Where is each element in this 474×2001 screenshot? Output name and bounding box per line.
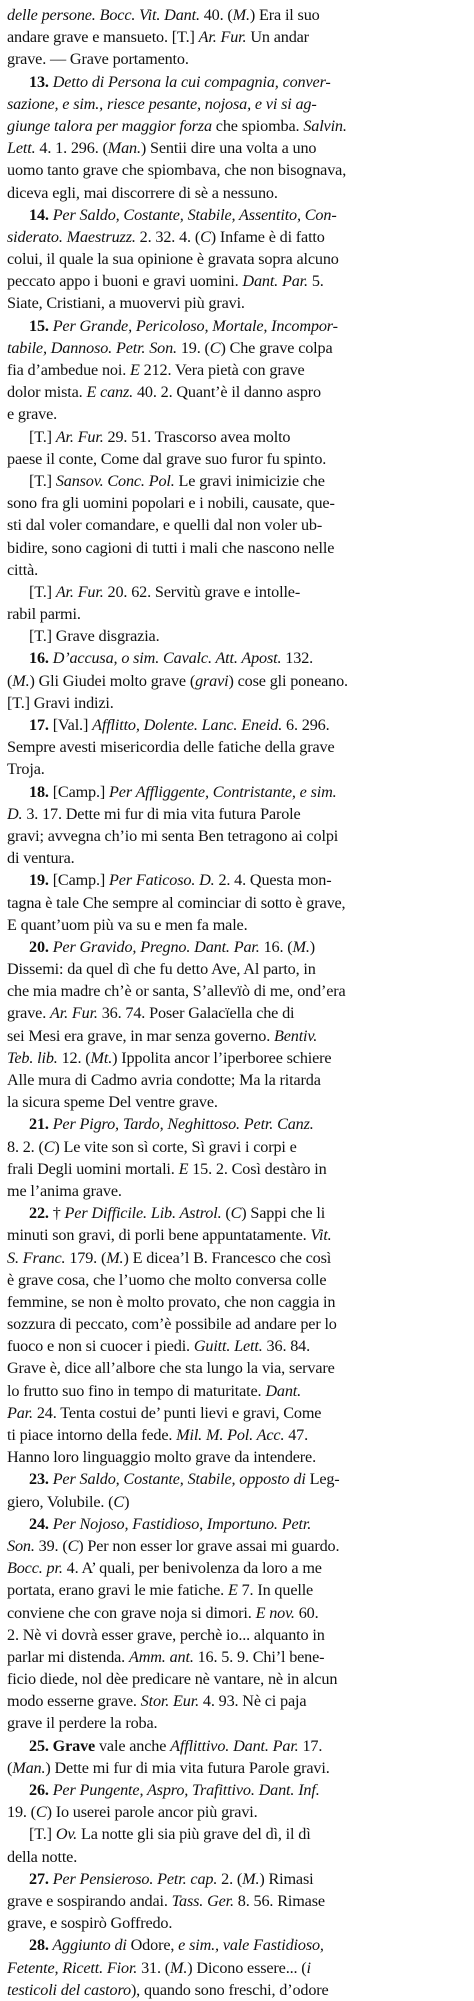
text-segment: M.: [106, 1248, 124, 1267]
text-line: [7, 1357, 468, 1379]
text-segment: E canz.: [86, 383, 134, 402]
text-segment: ): [124, 1492, 130, 1511]
text-line: [7, 1579, 468, 1601]
text-segment: Ar. Fur.: [55, 582, 104, 601]
sense-number: 20.: [29, 937, 49, 956]
text-segment: Leg-: [305, 1470, 340, 1489]
text-segment: (: [221, 1204, 231, 1223]
text-segment: 6. 296.: [282, 716, 330, 734]
text-segment: [T.]: [29, 1825, 56, 1844]
text-segment: C: [43, 1137, 55, 1156]
sense-number: 17.: [29, 716, 49, 734]
text-segment: Guitt. Lett.: [193, 1337, 263, 1356]
text-segment: i: [306, 1958, 311, 1977]
text-segment: ) Sappi che li: [241, 1204, 326, 1223]
text-line: [7, 1624, 468, 1646]
text-segment: 2. 32. 4. (: [135, 227, 201, 246]
text-segment: [Val.]: [48, 716, 93, 734]
text-line: [7, 1646, 468, 1668]
text-line: [7, 758, 468, 780]
text-line: [7, 359, 468, 381]
sense-number: 25. Grave: [29, 1736, 96, 1755]
text-line: [7, 847, 468, 869]
text-segment: portata, erano gravi le mie fatiche.: [7, 1581, 228, 1600]
text-line: [7, 781, 468, 803]
text-segment: è grave cosa, che l’uomo che molto conversa colle: [7, 1270, 327, 1289]
text-segment: sei Mesi era grave, in mar senza governo.: [7, 1026, 274, 1045]
text-segment: e sim., vale Fastidioso,: [178, 1936, 324, 1955]
text-line: [7, 248, 468, 270]
text-line: [7, 1069, 468, 1091]
text-segment: grave. — Grave portamento.: [7, 50, 189, 69]
text-segment: ficio diede, nol dèe predicare nè vantare, nè in alcun: [7, 1670, 338, 1689]
text-segment: Afflittivo. Dant. Par.: [170, 1736, 299, 1755]
text-segment: S. Franc.: [7, 1248, 66, 1267]
text-segment: E: [130, 361, 140, 379]
text-segment: la sicura speme Del ventre grave.: [7, 1093, 218, 1112]
text-segment: 39. (: [34, 1536, 68, 1555]
text-line: [7, 137, 468, 159]
text-line: [7, 1513, 468, 1535]
text-segment: sti dal voler comandare, e quelli dal non voler ub-: [7, 516, 323, 535]
text-segment: 8. 2. (: [7, 1137, 44, 1156]
text-segment: C: [230, 1204, 242, 1223]
text-segment: sono fra gli uomini popolari e i nobili, causate, que-: [7, 494, 335, 513]
text-segment: 179. (: [65, 1248, 107, 1267]
text-segment: Per Pensieroso. Petr. cap.: [48, 1869, 218, 1888]
text-segment: paese il conte, Come dal grave suo furor fu spinto.: [7, 449, 327, 468]
text-segment: ) Io userei parole ancor più gravi.: [46, 1803, 258, 1822]
text-line: [7, 581, 468, 603]
text-line: [7, 1224, 468, 1246]
text-segment: bidire, sono cagioni di tutti i mali che nascono nelle: [7, 538, 335, 557]
text-segment: fia d’ambedue noi.: [7, 361, 131, 379]
sense-number: 23.: [29, 1470, 49, 1489]
text-segment: Dant. Par.: [242, 272, 308, 291]
text-segment: Per Affliggente, Contristante, e sim.: [109, 782, 337, 801]
sense-number: 15.: [29, 316, 49, 335]
text-line: [7, 1291, 468, 1313]
text-line: [7, 1557, 468, 1579]
text-line: [7, 1779, 468, 1801]
text-segment: 19. (: [176, 338, 210, 357]
text-segment: 24. Tenta costui de’ punti lievi e gravi, Come: [32, 1403, 322, 1422]
text-line: [7, 914, 468, 936]
text-segment: 17.: [298, 1736, 323, 1755]
text-segment: Amm. ant.: [128, 1647, 194, 1666]
text-segment: ) Rimasi: [259, 1869, 314, 1888]
text-segment: 2. Nè vi dovrà esser grave, perchè io... alquanto in: [7, 1625, 325, 1644]
text-segment: ) Sentii dire una volta a uno: [140, 139, 317, 158]
text-segment: Alle mura di Cadmo avria condotte; Ma la ritarda: [7, 1071, 321, 1089]
text-line: [7, 381, 468, 403]
text-segment: Stor. Eur.: [140, 1692, 199, 1711]
text-segment: delle persone. Bocc. Vit. Dant.: [7, 6, 200, 24]
text-line: [7, 1091, 468, 1113]
text-segment: Hanno loro linguaggio molto grave da intendere.: [7, 1448, 316, 1467]
text-line: [7, 825, 468, 847]
text-segment: e grave.: [7, 405, 58, 424]
text-segment: Per Faticoso. D.: [109, 871, 215, 890]
text-segment: Vit.: [310, 1226, 332, 1245]
text-line: [7, 270, 468, 292]
text-segment: ) Ippolita ancor l’iperboree schiere: [112, 1048, 332, 1067]
text-segment: C: [67, 1536, 79, 1555]
text-segment: Per Saldo, Costante, Stabile, Assentito, Con-: [48, 205, 337, 224]
sense-number: 18.: [29, 782, 49, 801]
text-segment: 60.: [294, 1603, 319, 1622]
text-segment: città.: [7, 560, 39, 579]
text-segment: ) Infame è di fatto: [210, 227, 325, 246]
text-segment: 40. 2. Quant’è il danno aspro: [133, 383, 321, 402]
text-segment: 20. 62. Servitù grave e intolle-: [103, 582, 301, 601]
text-segment: Per Nojoso, Fastidioso, Importuno. Petr.: [48, 1514, 312, 1533]
text-segment: della notte.: [7, 1847, 78, 1866]
text-line: [7, 1025, 468, 1047]
text-segment: Sansov. Conc. Pol.: [55, 471, 175, 490]
text-segment: testicoli del castoro: [7, 1980, 131, 1999]
text-line: [7, 1846, 468, 1868]
text-segment: C: [113, 1492, 125, 1511]
text-line: [7, 559, 468, 581]
text-line: [7, 1335, 468, 1357]
text-line: [7, 537, 468, 559]
text-segment: Ar. Fur.: [198, 28, 247, 47]
text-segment: 15. 2. Così destàro in: [188, 1159, 327, 1178]
text-segment: ) Per non esser lor grave assai mi guardo.: [78, 1536, 340, 1555]
text-line: [7, 980, 468, 1002]
text-segment: fuoco e non si cuocer i piedi.: [7, 1337, 194, 1356]
text-line: [7, 936, 468, 958]
text-segment: Detto di Persona la cui compagnia, conver-: [48, 72, 331, 91]
text-segment: che spiomba.: [211, 116, 304, 135]
text-segment: (: [7, 1758, 13, 1777]
text-segment: frali Degli uomini mortali.: [7, 1159, 179, 1178]
text-segment: Grave è, dice all’albore che sta lungo la via, servare: [7, 1359, 335, 1378]
text-segment: siderato. Maestruzz.: [7, 227, 136, 246]
text-line: [7, 514, 468, 536]
text-segment: grave.: [7, 1004, 50, 1023]
text-segment: ), quando sono freschi, d’odore: [130, 1980, 329, 1999]
text-line: [7, 1735, 468, 1757]
text-line: [7, 159, 468, 181]
text-line: [7, 625, 468, 647]
text-segment: [T.]: [29, 471, 56, 490]
text-segment: di ventura.: [7, 849, 75, 868]
text-line: [7, 26, 468, 48]
text-line: [7, 1313, 468, 1335]
sense-number: 28.: [29, 1936, 49, 1955]
text-line: [7, 1380, 468, 1402]
text-segment: me l’anima grave.: [7, 1181, 122, 1200]
text-segment: tabile, Dannoso. Petr. Son.: [7, 338, 177, 357]
text-segment: ) cose gli poneano.: [228, 671, 348, 690]
text-line: [7, 1136, 468, 1158]
text-line: [7, 869, 468, 891]
sense-number: 19.: [29, 871, 49, 890]
text-segment: [T.] Grave disgrazia.: [29, 627, 160, 646]
text-segment: ti piace intorno della fede.: [7, 1426, 177, 1444]
text-segment: [T.]: [29, 427, 56, 446]
text-line: [7, 892, 468, 914]
text-segment: Per Saldo, Costante, Stabile, opposto di: [48, 1470, 306, 1489]
text-line: [7, 1269, 468, 1291]
text-segment: 12. (: [57, 1048, 91, 1067]
text-segment: Par.: [7, 1403, 33, 1422]
text-segment: [Camp.]: [48, 782, 110, 801]
text-segment: M.: [232, 6, 250, 24]
text-segment: Teb. lib.: [7, 1048, 58, 1067]
sense-number: 27.: [29, 1869, 49, 1888]
text-segment: dolor mista.: [7, 383, 87, 402]
text-line: [7, 1468, 468, 1490]
text-segment: 132.: [281, 649, 314, 668]
text-segment: ) Dicono essere... (: [187, 1958, 307, 1977]
text-segment: M.: [292, 937, 310, 956]
text-line: [7, 182, 468, 204]
sense-number: 21.: [29, 1115, 49, 1134]
text-segment: Le gravi inimicizie che: [174, 471, 325, 490]
sense-number: 24.: [29, 1514, 49, 1533]
text-segment: ) Le vite son sì corte, Sì gravi i corpi e: [54, 1137, 297, 1156]
text-segment: Ar. Fur.: [50, 1004, 98, 1023]
text-segment: Per Pungente, Aspro, Trafittivo. Dant. Inf.: [48, 1781, 320, 1799]
text-segment: Salvin.: [303, 116, 347, 135]
text-segment: Bentiv.: [273, 1026, 318, 1045]
text-line: [7, 1957, 468, 1979]
text-segment: 4. 93. Nè ci paja: [198, 1692, 307, 1711]
text-line: [7, 1868, 468, 1890]
text-segment: ) Che grave colpa: [220, 338, 333, 357]
text-segment: Mt.: [90, 1048, 113, 1067]
text-segment: gravi; avvegna ch’io mi senta Ben tetragono ai colpi: [7, 826, 339, 845]
text-line: [7, 492, 468, 514]
text-segment: 19. (: [7, 1803, 36, 1822]
text-line: [7, 426, 468, 448]
text-segment: 5.: [307, 272, 324, 291]
text-line: [7, 204, 468, 226]
text-segment: Mil. M. Pol. Acc.: [176, 1426, 285, 1444]
text-segment: D’accusa, o sim. Cavalc. Att. Apost.: [48, 649, 282, 668]
text-segment: M.: [12, 671, 30, 690]
text-line: [7, 1934, 468, 1956]
text-segment: [T.] Gravi indizi.: [7, 693, 114, 712]
text-segment: giunge talora per maggior forza: [7, 116, 212, 135]
text-segment: 3. 17. Dette mi fur di mia vita futura Parole: [22, 804, 301, 823]
text-line: [7, 736, 468, 758]
text-segment: C: [35, 1803, 47, 1822]
text-line: [7, 1690, 468, 1712]
text-segment: 29. 51. Trascorso avea molto: [103, 427, 291, 446]
text-segment: 36. 74. Poser Galacïella che di: [97, 1004, 295, 1023]
text-segment: Per Pigro, Tardo, Neghittoso. Petr. Canz.: [48, 1115, 314, 1134]
text-segment: Siate, Cristiani, a muovervi più gravi.: [7, 294, 245, 313]
text-segment: Man.: [12, 1758, 46, 1777]
text-segment: Sempre avesti misericordia delle fatiche della grave: [7, 738, 335, 757]
text-segment: M.: [170, 1958, 188, 1977]
text-segment: Per Gravido, Pregno. Dant. Par.: [48, 937, 260, 956]
text-segment: M.: [242, 1869, 260, 1888]
sense-number: 16.: [29, 649, 49, 668]
text-segment: diceva egli, mai discorrere di sè a nessuno.: [7, 183, 278, 202]
sense-number: 26.: [29, 1781, 49, 1799]
text-segment: 47.: [284, 1426, 309, 1444]
text-segment: E: [227, 1581, 238, 1600]
text-line: [7, 1180, 468, 1202]
text-line: [7, 1912, 468, 1934]
text-segment: rabil parmi.: [7, 605, 81, 624]
text-line: [7, 1757, 468, 1779]
text-line: [7, 48, 468, 70]
text-line: [7, 337, 468, 359]
text-segment: Man.: [107, 139, 141, 158]
text-segment: 36. 84.: [262, 1337, 311, 1356]
text-line: [7, 714, 468, 736]
text-line: [7, 448, 468, 470]
text-line: [7, 603, 468, 625]
text-segment: grave il perdere la roba.: [7, 1714, 158, 1733]
text-line: [7, 1202, 468, 1224]
text-segment: lo frutto suo fino in tempo di maturitate.: [7, 1381, 266, 1400]
text-line: [7, 692, 468, 714]
text-segment: Un andar: [246, 28, 309, 47]
text-segment: 16. 5. 9. Chi’l bene-: [193, 1647, 325, 1666]
text-line: [7, 1602, 468, 1624]
text-line: [7, 292, 468, 314]
text-segment: 4. 1. 296. (: [35, 139, 108, 158]
text-segment: Dissemi: da quel dì che fu detto Ave, Al parto, in: [7, 960, 316, 979]
text-segment: [T.]: [29, 582, 56, 601]
text-segment: †: [48, 1204, 65, 1223]
text-line: [7, 315, 468, 337]
text-segment: gravi: [195, 671, 229, 690]
text-segment: Son.: [7, 1536, 35, 1555]
text-segment: ) Dette mi fur di mia vita futura Parole gravi.: [45, 1758, 330, 1777]
text-segment: femmine, se non è molto provato, che non caggia in: [7, 1292, 336, 1311]
text-segment: Troja.: [7, 760, 45, 779]
text-segment: (: [7, 671, 13, 690]
text-segment: grave, e sospirò Goffredo.: [7, 1914, 173, 1933]
text-line: [7, 958, 468, 980]
text-line: [7, 403, 468, 425]
text-segment: Odore,: [126, 1936, 179, 1955]
text-line: [7, 1247, 468, 1269]
text-line: [7, 647, 468, 669]
text-segment: colui, il quale la sua opinione è gravata sopra alcuno: [7, 250, 339, 269]
text-line: [7, 670, 468, 692]
text-segment: ]: [189, 28, 199, 47]
text-segment: 16. (: [259, 937, 293, 956]
text-segment: D.: [7, 804, 23, 823]
text-line: [7, 115, 468, 137]
text-segment: 4. A’ quali, per benivolenza da loro a me: [62, 1559, 322, 1578]
text-segment: E nov.: [255, 1603, 295, 1622]
text-segment: Per Difficile. Lib. Astrol.: [64, 1204, 222, 1223]
text-segment: La notte gli sia più grave del dì, il dì: [77, 1825, 311, 1844]
text-segment: 212. Vera pietà con grave: [139, 361, 305, 379]
text-segment: 8. 56. Rimase: [233, 1891, 325, 1910]
text-segment: grave e sospirando andai.: [7, 1891, 172, 1910]
text-segment: sozzura di peccato, com’è possibile ad andare per lo: [7, 1315, 337, 1334]
text-line: [7, 1712, 468, 1734]
sense-number: 13.: [29, 72, 49, 91]
text-line: [7, 1801, 468, 1823]
text-segment: Tass. Ger.: [171, 1891, 234, 1910]
text-segment: 40. (: [199, 6, 233, 24]
text-line: [7, 93, 468, 115]
text-segment: giero, Volubile. (: [7, 1492, 114, 1511]
text-segment: Ov.: [55, 1825, 78, 1844]
text-line: [7, 1047, 468, 1069]
text-segment: ) Era il suo: [249, 6, 320, 24]
text-segment: tagna è tale Che sempre al cominciar di sotto è grave,: [7, 893, 346, 912]
text-segment: uomo tanto grave che spiombava, che non bisognava,: [7, 161, 347, 180]
text-segment: Per Grande, Pericoloso, Mortale, Incompor-: [48, 316, 338, 335]
text-segment: [Camp.]: [48, 871, 110, 890]
text-segment: C: [200, 227, 211, 246]
text-segment: peccato appo i buoni e gravi uomini.: [7, 272, 243, 291]
text-segment: ) E dicea’l B. Francesco che così: [123, 1248, 332, 1267]
text-segment: 31. (: [137, 1958, 171, 1977]
text-segment: parlar mi distenda.: [7, 1647, 129, 1666]
text-line: [7, 1491, 468, 1513]
text-segment: Fetente, Ricett. Fior.: [7, 1958, 138, 1977]
text-segment: che mia madre ch’è or santa, S’allevïò di me, ond’era: [7, 982, 346, 1001]
text-segment: modo esserne grave.: [7, 1692, 141, 1711]
text-line: [7, 1979, 468, 2001]
text-line: [7, 470, 468, 492]
text-line: [7, 1158, 468, 1180]
text-segment: conviene che con grave noja si dimori.: [7, 1603, 256, 1622]
text-segment: C: [209, 338, 221, 357]
text-segment: E quant’uom più va su e men fa male.: [7, 915, 248, 934]
text-segment: Lett.: [7, 139, 36, 158]
text-segment: ): [309, 937, 315, 956]
text-line: [7, 1890, 468, 1912]
text-segment: andare grave e mansueto. [: [7, 28, 178, 47]
text-line: [7, 4, 468, 26]
text-line: [7, 71, 468, 93]
text-segment: 2. 4. Questa mon-: [214, 871, 332, 890]
text-segment: E: [178, 1159, 189, 1178]
text-segment: 7. In quelle: [237, 1581, 314, 1600]
text-line: [7, 226, 468, 248]
text-segment: T.: [177, 28, 190, 47]
sense-number: 22.: [29, 1204, 49, 1223]
text-segment: minuti son gravi, di porli bene appuntatamente.: [7, 1226, 311, 1245]
sense-number: 14.: [29, 205, 49, 224]
text-segment: sazione, e sim., riesce pesante, nojosa, e vi si ag-: [7, 94, 317, 113]
text-line: [7, 1424, 468, 1446]
text-segment: Afflitto, Dolente. Lanc. Eneid.: [92, 716, 283, 734]
text-segment: ) Gli Giudei molto grave (: [29, 671, 196, 690]
text-segment: 2. (: [217, 1869, 243, 1888]
text-segment: Dant.: [265, 1381, 302, 1400]
text-line: [7, 1535, 468, 1557]
text-line: [7, 1668, 468, 1690]
text-segment: Aggiunto di: [48, 1936, 127, 1955]
text-line: [7, 1446, 468, 1468]
text-line: [7, 1002, 468, 1024]
text-line: [7, 803, 468, 825]
text-line: [7, 1113, 468, 1135]
text-line: [7, 1823, 468, 1845]
text-segment: Bocc. pr.: [7, 1559, 63, 1578]
text-segment: vale anche: [95, 1736, 171, 1755]
text-segment: Ar. Fur.: [55, 427, 104, 446]
text-line: [7, 1402, 468, 1424]
